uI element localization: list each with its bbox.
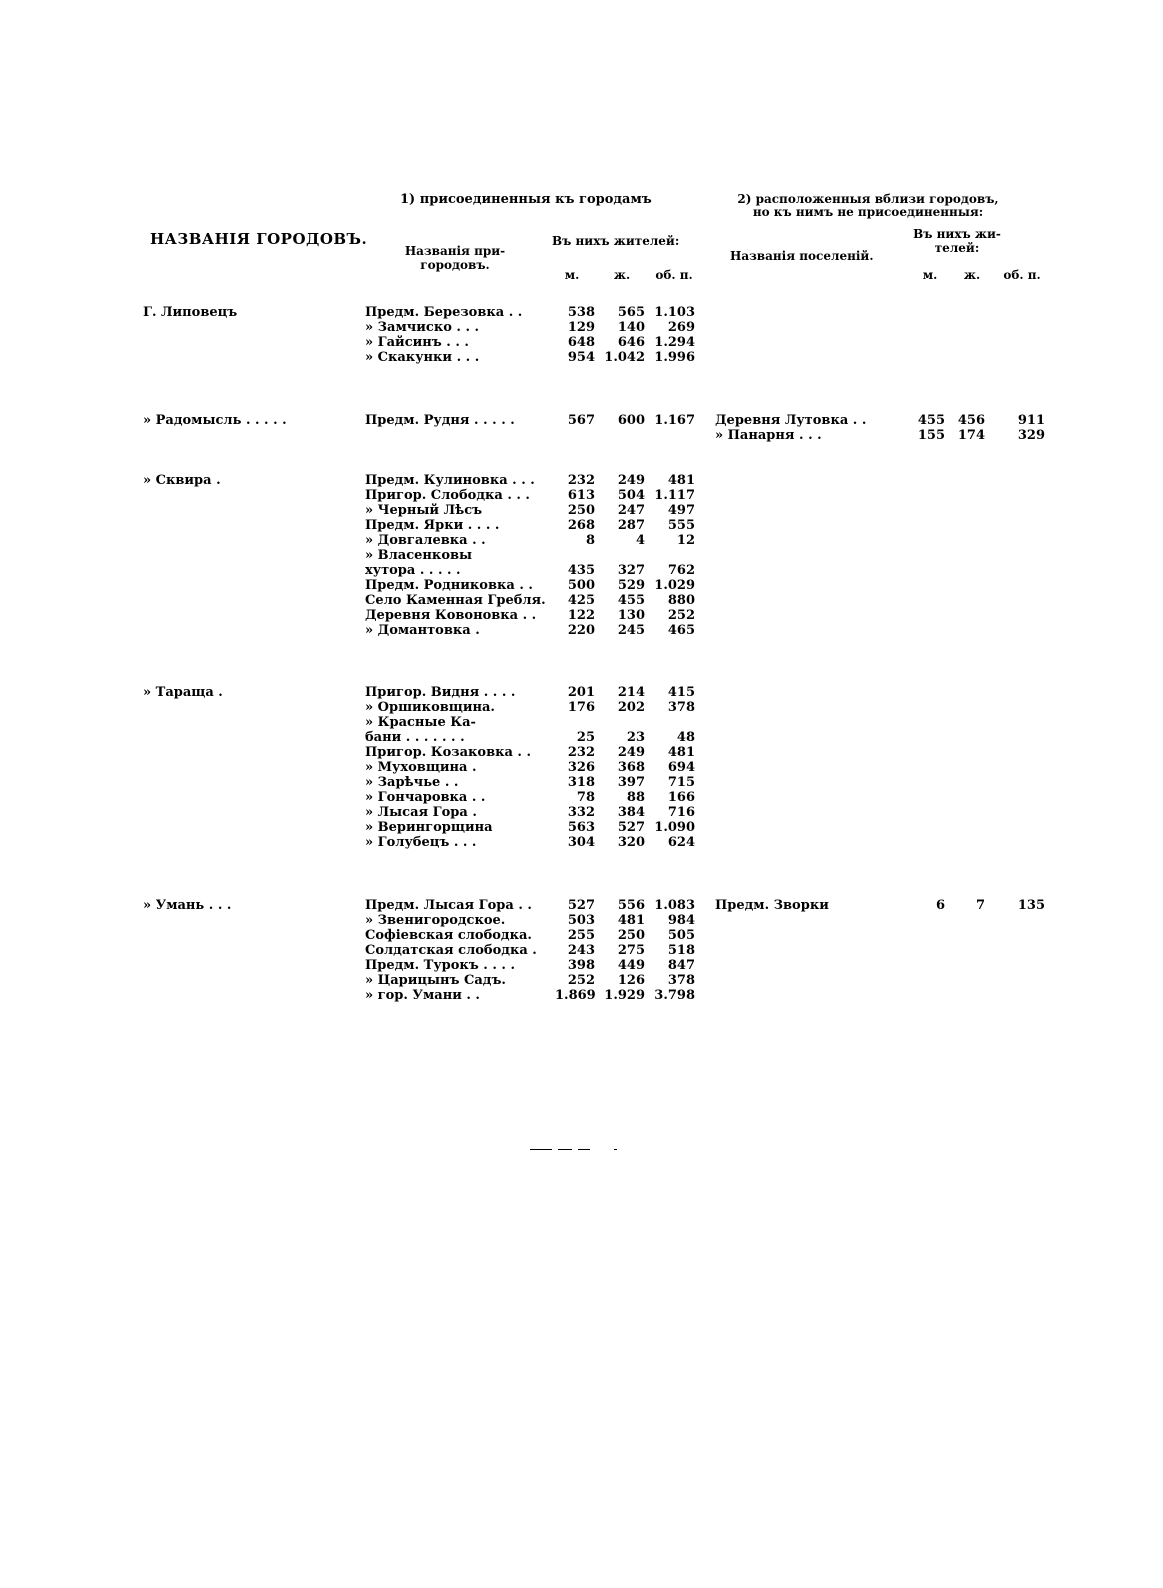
males-value: 1.869 bbox=[555, 988, 596, 1003]
females-value: 600 bbox=[617, 413, 645, 428]
males-value: 268 bbox=[567, 518, 595, 533]
total-value: 497 bbox=[667, 503, 695, 518]
inhabitants-left-heading: Въ нихъ жителей: bbox=[552, 234, 680, 248]
table-row bbox=[365, 898, 705, 913]
table-row bbox=[365, 913, 705, 928]
table-row bbox=[365, 700, 705, 715]
table-row bbox=[365, 790, 705, 805]
inhabitants-right-heading-line1: Въ нихъ жи- bbox=[913, 227, 1001, 241]
males-value: 326 bbox=[567, 760, 595, 775]
table-row bbox=[365, 820, 705, 835]
col-ob-left: об. п. bbox=[655, 268, 693, 282]
females-value: 130 bbox=[617, 608, 645, 623]
total-value: 378 bbox=[667, 973, 695, 988]
settlement-block bbox=[715, 898, 1050, 918]
table-row bbox=[365, 335, 705, 350]
females-value: 245 bbox=[617, 623, 645, 638]
table-row bbox=[365, 745, 705, 760]
females-value: 7 bbox=[975, 898, 985, 913]
table-row bbox=[365, 608, 705, 623]
females-value: 455 bbox=[617, 593, 645, 608]
suburb-name: » Домантовка . bbox=[365, 623, 480, 638]
males-value: 122 bbox=[567, 608, 595, 623]
settlement-name: » Панарня . . . bbox=[715, 428, 822, 443]
total-value: 465 bbox=[667, 623, 695, 638]
suburb-name: » Зарѣчье . . bbox=[365, 775, 459, 790]
males-value: 435 bbox=[567, 563, 595, 578]
males-value: 455 bbox=[917, 413, 945, 428]
suburb-name: Пригор. Козаковка . . bbox=[365, 745, 532, 760]
table-row bbox=[715, 898, 1050, 913]
suburb-name: Предм. Березовка . . bbox=[365, 305, 523, 320]
table-row bbox=[365, 413, 705, 428]
table-row bbox=[365, 623, 705, 638]
females-value: 1.042 bbox=[604, 350, 645, 365]
total-value: 1.029 bbox=[654, 578, 695, 593]
females-value: 529 bbox=[617, 578, 645, 593]
settlement-block bbox=[715, 413, 1050, 448]
females-value: 481 bbox=[617, 913, 645, 928]
table-row bbox=[365, 563, 705, 578]
suburb-name: Деревня Ковоновка . . bbox=[365, 608, 537, 623]
males-value: 332 bbox=[567, 805, 595, 820]
table-row bbox=[365, 715, 705, 730]
total-value: 48 bbox=[676, 730, 695, 745]
females-value: 88 bbox=[626, 790, 645, 805]
males-value: 500 bbox=[567, 578, 595, 593]
table-row bbox=[365, 805, 705, 820]
table-row bbox=[715, 428, 1050, 443]
table-row bbox=[365, 548, 705, 563]
suburb-name: » Черный Лѣсъ bbox=[365, 503, 483, 518]
total-value: 1.167 bbox=[654, 413, 695, 428]
suburb-name: Предм. Ярки . . . . bbox=[365, 518, 500, 533]
total-value: 762 bbox=[667, 563, 695, 578]
town-name: » Радомысль . . . . . bbox=[143, 413, 287, 428]
total-value: 135 bbox=[1017, 898, 1045, 913]
suburb-name: » Довгалевка . . bbox=[365, 533, 486, 548]
suburb-name: » Скакунки . . . bbox=[365, 350, 480, 365]
total-value: 3.798 bbox=[654, 988, 695, 1003]
females-value: 368 bbox=[617, 760, 645, 775]
males-value: 613 bbox=[567, 488, 595, 503]
suburb-names-heading-line2: городовъ. bbox=[420, 258, 490, 272]
suburb-name: » Оршиковщина. bbox=[365, 700, 495, 715]
males-value: 25 bbox=[576, 730, 595, 745]
table-row bbox=[365, 320, 705, 335]
total-value: 624 bbox=[667, 835, 695, 850]
total-value: 415 bbox=[667, 685, 695, 700]
females-value: 504 bbox=[617, 488, 645, 503]
suburb-name: » Лысая Гора . bbox=[365, 805, 477, 820]
suburb-name: » гор. Умани . . bbox=[365, 988, 480, 1003]
females-value: 275 bbox=[617, 943, 645, 958]
total-value: 880 bbox=[667, 593, 695, 608]
table-row bbox=[365, 943, 705, 958]
females-value: 202 bbox=[617, 700, 645, 715]
total-value: 518 bbox=[667, 943, 695, 958]
settlement-name: Деревня Лутовка . . bbox=[715, 413, 867, 428]
table-row bbox=[365, 503, 705, 518]
suburb-name: Предм. Родниковка . . bbox=[365, 578, 533, 593]
suburb-name: » Верингорщина bbox=[365, 820, 493, 835]
suburb-names-heading-line1: Названiя при- bbox=[404, 244, 506, 258]
males-value: 538 bbox=[567, 305, 595, 320]
settlement-names-heading: Названiя поселенiй. bbox=[730, 249, 874, 263]
inhabitants-right-heading bbox=[912, 227, 1002, 255]
suburb-name: Предм. Рудня . . . . . bbox=[365, 413, 515, 428]
suburb-block bbox=[365, 413, 705, 433]
total-value: 555 bbox=[667, 518, 695, 533]
males-value: 527 bbox=[567, 898, 595, 913]
males-value: 425 bbox=[567, 593, 595, 608]
total-value: 12 bbox=[676, 533, 695, 548]
suburb-name: Пригор. Слободка . . . bbox=[365, 488, 530, 503]
total-value: 481 bbox=[667, 473, 695, 488]
males-value: 252 bbox=[567, 973, 595, 988]
suburb-block bbox=[365, 305, 705, 375]
females-value: 646 bbox=[617, 335, 645, 350]
females-value: 556 bbox=[617, 898, 645, 913]
males-value: 232 bbox=[567, 745, 595, 760]
total-value: 716 bbox=[667, 805, 695, 820]
males-value: 567 bbox=[567, 413, 595, 428]
females-value: 527 bbox=[617, 820, 645, 835]
town-name: » Тараща . bbox=[143, 685, 223, 700]
suburb-block bbox=[365, 685, 705, 855]
table-row bbox=[365, 488, 705, 503]
males-value: 318 bbox=[567, 775, 595, 790]
suburb-name: Предм. Кулиновка . . . bbox=[365, 473, 535, 488]
suburb-name: Предм. Турокъ . . . . bbox=[365, 958, 515, 973]
col-zh-right: ж. bbox=[963, 268, 981, 282]
table-row bbox=[365, 760, 705, 775]
suburb-name: » Муховщина . bbox=[365, 760, 477, 775]
town-name: Г. Липовецъ bbox=[143, 305, 238, 320]
table-row bbox=[365, 305, 705, 320]
females-value: 140 bbox=[617, 320, 645, 335]
females-value: 214 bbox=[617, 685, 645, 700]
females-value: 449 bbox=[617, 958, 645, 973]
section1-heading: 1) присоединенныя къ городамъ bbox=[400, 192, 652, 207]
suburb-name: Предм. Лысая Гора . . bbox=[365, 898, 532, 913]
females-value: 23 bbox=[626, 730, 645, 745]
table-row bbox=[365, 775, 705, 790]
females-value: 174 bbox=[957, 428, 985, 443]
total-value: 694 bbox=[667, 760, 695, 775]
total-value: 984 bbox=[667, 913, 695, 928]
males-value: 250 bbox=[567, 503, 595, 518]
total-value: 166 bbox=[667, 790, 695, 805]
females-value: 320 bbox=[617, 835, 645, 850]
inhabitants-right-heading-line2: телей: bbox=[934, 241, 980, 255]
males-value: 563 bbox=[567, 820, 595, 835]
settlement-name: Предм. Зворки bbox=[715, 898, 829, 913]
col-zh-left: ж. bbox=[613, 268, 631, 282]
table-row bbox=[365, 973, 705, 988]
suburb-name: » Гайсинъ . . . bbox=[365, 335, 469, 350]
closing-rule-segment bbox=[578, 1149, 590, 1150]
table-row bbox=[365, 473, 705, 488]
table-row bbox=[365, 350, 705, 365]
town-name: » Сквира . bbox=[143, 473, 221, 488]
suburb-block bbox=[365, 898, 705, 1008]
males-value: 220 bbox=[567, 623, 595, 638]
table-row bbox=[365, 988, 705, 1003]
suburb-name: » Власенковы bbox=[365, 548, 473, 563]
suburb-names-heading bbox=[395, 244, 515, 272]
suburb-name: Село Каменная Гребля. bbox=[365, 593, 546, 608]
table-row bbox=[365, 958, 705, 973]
males-value: 255 bbox=[567, 928, 595, 943]
total-value: 378 bbox=[667, 700, 695, 715]
closing-rule-segment bbox=[614, 1149, 617, 1150]
closing-rule-segment bbox=[530, 1149, 552, 1150]
females-value: 287 bbox=[617, 518, 645, 533]
females-value: 4 bbox=[635, 533, 645, 548]
total-value: 1.117 bbox=[654, 488, 695, 503]
closing-rule-segment bbox=[558, 1149, 572, 1150]
total-value: 505 bbox=[667, 928, 695, 943]
suburb-name: » Царицынъ Садъ. bbox=[365, 973, 506, 988]
suburb-name: бани . . . . . . . bbox=[365, 730, 465, 745]
table-row bbox=[365, 578, 705, 593]
section2-heading-line2: но къ нимъ не присоединенныя: bbox=[752, 205, 984, 219]
males-value: 176 bbox=[567, 700, 595, 715]
males-value: 232 bbox=[567, 473, 595, 488]
females-value: 249 bbox=[617, 745, 645, 760]
town-name: » Умань . . . bbox=[143, 898, 232, 913]
males-value: 78 bbox=[576, 790, 595, 805]
females-value: 397 bbox=[617, 775, 645, 790]
table-row bbox=[365, 518, 705, 533]
females-value: 126 bbox=[617, 973, 645, 988]
col-m-left: м. bbox=[564, 268, 580, 282]
table-row bbox=[715, 413, 1050, 428]
table-row bbox=[365, 835, 705, 850]
females-value: 1.929 bbox=[604, 988, 645, 1003]
table-row bbox=[365, 533, 705, 548]
females-value: 249 bbox=[617, 473, 645, 488]
suburb-block bbox=[365, 473, 705, 643]
total-value: 1.090 bbox=[654, 820, 695, 835]
page-title: НАЗВАНIЯ ГОРОДОВЪ. bbox=[150, 230, 368, 248]
males-value: 503 bbox=[567, 913, 595, 928]
females-value: 247 bbox=[617, 503, 645, 518]
suburb-name: » Красные Ка- bbox=[365, 715, 476, 730]
males-value: 954 bbox=[567, 350, 595, 365]
suburb-name: » Гончаровка . . bbox=[365, 790, 486, 805]
suburb-name: » Голубецъ . . . bbox=[365, 835, 477, 850]
males-value: 648 bbox=[567, 335, 595, 350]
females-value: 565 bbox=[617, 305, 645, 320]
total-value: 1.103 bbox=[654, 305, 695, 320]
males-value: 155 bbox=[917, 428, 945, 443]
col-m-right: м. bbox=[922, 268, 938, 282]
total-value: 1.996 bbox=[654, 350, 695, 365]
suburb-name: хутора . . . . . bbox=[365, 563, 461, 578]
females-value: 250 bbox=[617, 928, 645, 943]
suburb-name: » Звенигородское. bbox=[365, 913, 506, 928]
males-value: 6 bbox=[935, 898, 945, 913]
females-value: 327 bbox=[617, 563, 645, 578]
suburb-name: Софiевская слободка. bbox=[365, 928, 532, 943]
suburb-name: » Замчиско . . . bbox=[365, 320, 480, 335]
males-value: 243 bbox=[567, 943, 595, 958]
total-value: 715 bbox=[667, 775, 695, 790]
females-value: 456 bbox=[957, 413, 985, 428]
total-value: 481 bbox=[667, 745, 695, 760]
males-value: 398 bbox=[567, 958, 595, 973]
males-value: 129 bbox=[567, 320, 595, 335]
table-row bbox=[365, 928, 705, 943]
total-value: 252 bbox=[667, 608, 695, 623]
table-row bbox=[365, 685, 705, 700]
males-value: 8 bbox=[585, 533, 595, 548]
total-value: 911 bbox=[1017, 413, 1045, 428]
total-value: 329 bbox=[1017, 428, 1045, 443]
total-value: 269 bbox=[667, 320, 695, 335]
table-row bbox=[365, 730, 705, 745]
total-value: 847 bbox=[667, 958, 695, 973]
total-value: 1.083 bbox=[654, 898, 695, 913]
total-value: 1.294 bbox=[654, 335, 695, 350]
suburb-name: Солдатская слободка . bbox=[365, 943, 537, 958]
table-row bbox=[365, 593, 705, 608]
col-ob-right: об. п. bbox=[1003, 268, 1041, 282]
females-value: 384 bbox=[617, 805, 645, 820]
males-value: 304 bbox=[567, 835, 595, 850]
section2-heading bbox=[728, 193, 1008, 219]
males-value: 201 bbox=[567, 685, 595, 700]
suburb-name: Пригор. Видня . . . . bbox=[365, 685, 516, 700]
section2-heading-line1: 2) расположенныя вблизи городовъ, bbox=[737, 192, 999, 206]
